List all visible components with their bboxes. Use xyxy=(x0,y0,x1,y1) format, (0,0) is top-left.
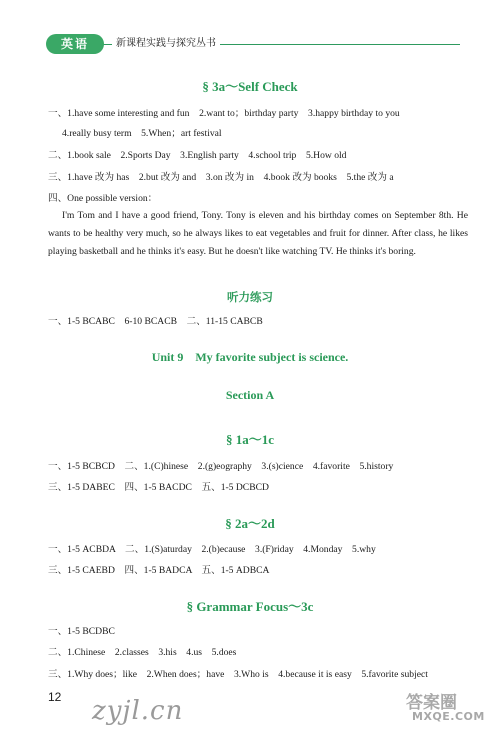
page-header xyxy=(0,34,500,54)
answer-line: 一、1-5 BCBCD 二、1.(C)hinese 2.(g)eography 3.(s)cience 4.favorite 5.history xyxy=(48,461,394,472)
answer-line: 二、1.Chinese 2.classes 3.his 4.us 5.does xyxy=(48,647,237,658)
section-title: Section A xyxy=(225,388,275,402)
watermark-left: zyjl.cn xyxy=(92,696,184,726)
series-title: 新课程实践与探究丛书 xyxy=(112,36,220,52)
answer-line: 三、1.have 改为 has 2.but 改为 and 3.on 改为 in 4.book 改为 books 5.the 改为 a xyxy=(48,172,394,183)
answer-line: 一、1.have some interesting and fun 2.want to；birthday party 3.happy birthday to you xyxy=(48,108,400,119)
answer-line: 三、1-5 DABEC 四、1-5 BACDC 五、1-5 DCBCD xyxy=(48,482,269,493)
listening-heading: 听力练习 xyxy=(227,290,273,304)
answer-line: 一、1-5 BCABC 6-10 BCACB 二、11-15 CABCB xyxy=(48,316,263,327)
page-number: 12 xyxy=(48,690,62,704)
unit-title: Unit 9 My favorite subject is science. xyxy=(151,350,349,364)
watermark-right: 答案圈 xyxy=(406,693,457,713)
section-heading-grammar-focus: § Grammar Focus～3c xyxy=(186,599,314,614)
answer-line: 二、1.book sale 2.Sports Day 3.English party 4.school trip 5.How old xyxy=(48,150,347,161)
watermark-right-url: MXQE.COM xyxy=(412,710,485,723)
answer-line: 4.really busy term 5.When；art festival xyxy=(62,128,222,139)
section-heading-3a-self-check: § 3a～Self Check xyxy=(202,79,298,94)
section-heading-1a-1c: § 1a～1c xyxy=(225,432,275,447)
answer-line: 四、One possible version： xyxy=(48,193,158,204)
answer-line: 三、1-5 CAEBD 四、1-5 BADCA 五、1-5 ADBCA xyxy=(48,565,270,576)
answer-line: 一、1-5 ACBDA 二、1.(S)aturday 2.(b)ecause 3.(F)riday 4.Monday 5.why xyxy=(48,544,376,555)
section-heading-2a-2d: § 2a～2d xyxy=(225,516,275,531)
answer-line: 三、1.Why does；like 2.When does；have 3.Who is 4.because it is easy 5.favorite subject xyxy=(48,669,428,680)
sample-paragraph: I'm Tom and I have a good friend, Tony. Tony is eleven and his birthday comes on September 8th. He wants to be healthy very much, so he always likes to eat vegetables and fruit for dinner. After class, he likes playing basketball and he thinks it's easy. But he doesn't like watching TV. He thinks it's boring. xyxy=(48,210,468,257)
answer-line: 一、1-5 BCDBC xyxy=(48,626,115,637)
subject-badge: 英语 xyxy=(46,34,104,54)
